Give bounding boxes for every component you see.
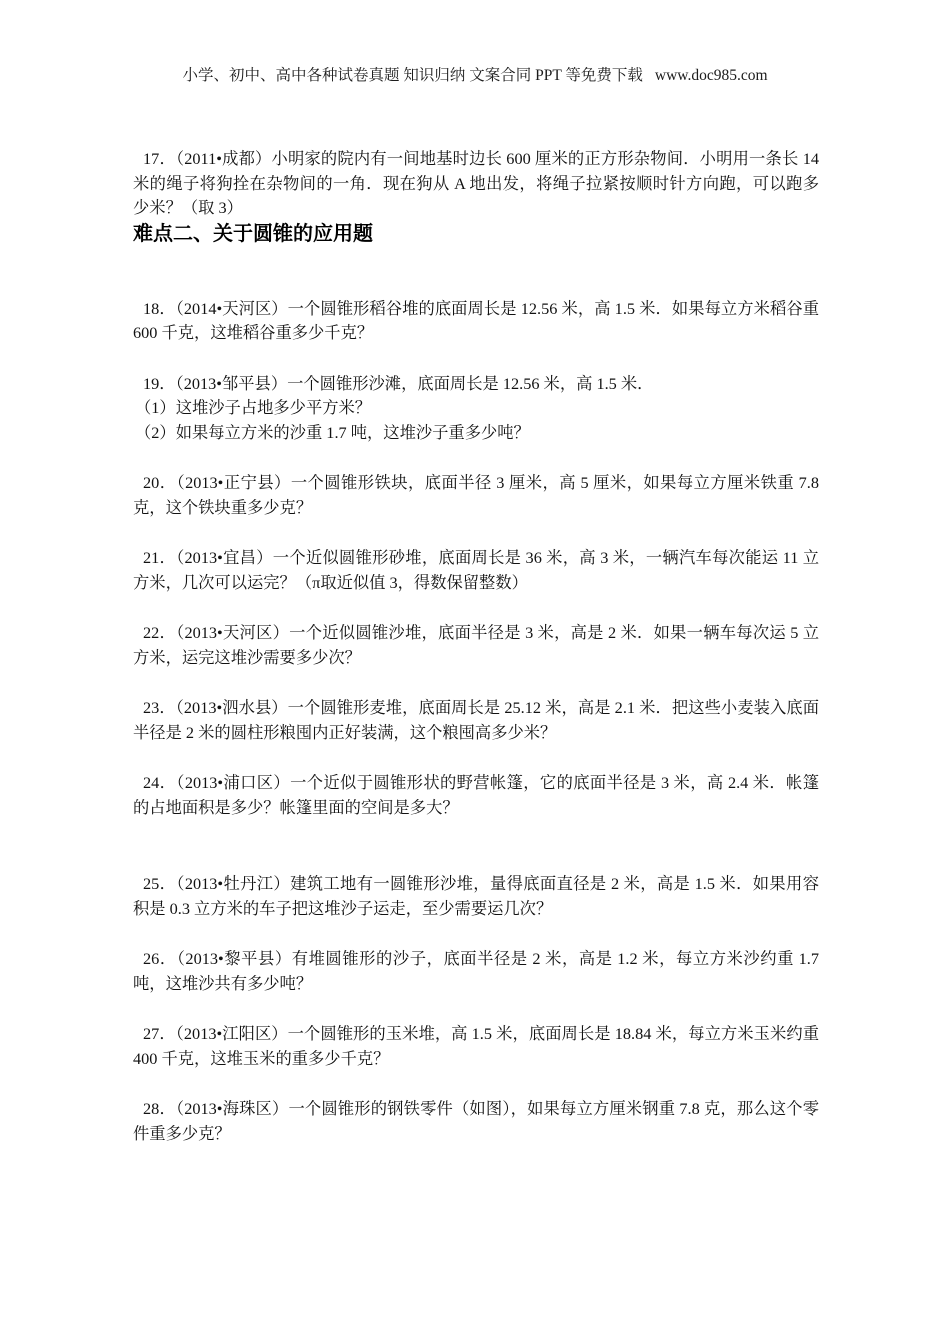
problem-source: （2014•天河区）: [175, 298, 288, 318]
problem-text: 有堆圆锥形的沙子，底面半径是 2 米，高是 1.2 米，每立方米沙约重 1.7 吨，这堆沙共有多少吨？: [133, 949, 819, 993]
problem-28: [133, 1097, 819, 1146]
site-url: www.doc985.com: [654, 67, 768, 84]
problem-source: （2013•正宁县）: [176, 473, 291, 492]
problem-number: 20．: [143, 473, 177, 492]
problem-text: 一个近似圆锥形砂堆，底面周长是 36 米，高 3 米，一辆汽车每次能运 11 立方米，几次可以运完？（π取近似值 3，得数保留整数）: [133, 548, 819, 592]
problem-source: （2013•泗水县）: [175, 698, 288, 717]
problem-source: （2013•邹平县）: [175, 373, 288, 393]
problem-22: [133, 621, 819, 670]
problem-number: 25．: [143, 874, 177, 893]
problem-text: 一个圆锥形的玉米堆，高 1.5 米，底面周长是 18.84 米，每立方米玉米约重 400 千克，这堆玉米的重多少千克？: [133, 1024, 819, 1068]
problem-text: 一个近似圆锥沙堆，底面半径是 3 米，高是 2 米．如果一辆车每次运 5 立方米，运完这堆沙需要多少次？: [133, 623, 819, 667]
problem-number: 24．: [143, 773, 177, 792]
problem-subquestion-1: （1）这堆沙子占地多少平方米？: [135, 398, 372, 417]
problem-26: [133, 947, 819, 996]
problem-21: [133, 546, 819, 595]
problem-stem: [133, 372, 819, 397]
problem-24: [133, 771, 819, 820]
problem-number: 17．: [143, 149, 176, 168]
problem-number: 23．: [143, 698, 176, 717]
problem-number: 19．: [143, 373, 176, 393]
page-header: [0, 67, 950, 85]
problem-number: 28．: [143, 1099, 176, 1118]
problem-25: [133, 872, 819, 921]
problem-text: 一个近似于圆锥形状的野营帐篷，它的底面半径是 3 米，高 2.4 米．帐篷的占地面积是多少？帐篷里面的空间是多大？: [133, 773, 819, 817]
problem-number: 27．: [143, 1024, 176, 1043]
problem-subquestion-2: （2）如果每立方米的沙重 1.7 吨，这堆沙子重多少吨？: [135, 422, 530, 442]
problem-source: （2013•海珠区）: [175, 1099, 289, 1118]
problem-source: （2013•牡丹江）: [176, 874, 291, 893]
problem-text: 建筑工地有一圆锥形沙堆，量得底面直径是 2 米，高是 1.5 米．如果用容积是 0.3 立方米的车子把这堆沙子运走，至少需要运几次？: [133, 874, 819, 918]
problem-23: [133, 696, 819, 745]
problem-text: 一个圆锥形稻谷堆的底面周长是 12.56 米，高 1.5 米．如果每立方米稻谷重 600 千克，这堆稻谷重多少千克？: [133, 298, 819, 342]
problem-text: 一个圆锥形麦堆，底面周长是 25.12 米，高是 2.1 米．把这些小麦装入底面半径是 2 米的圆柱形粮囤内正好装满，这个粮囤高多少米？: [133, 698, 819, 742]
problem-27: [133, 1022, 819, 1071]
problem-19: [133, 372, 819, 446]
problem-20: [133, 471, 819, 520]
section-heading: 难点二、关于圆锥的应用题: [133, 222, 373, 245]
problem-source: （2013•浦口区）: [176, 773, 291, 792]
problem-source: （2013•江阳区）: [175, 1024, 288, 1043]
problem-number: 22．: [143, 623, 177, 642]
document-body: [133, 147, 819, 1172]
problem-source: （2011•成都）: [175, 149, 272, 168]
problem-17: [133, 147, 819, 221]
problem-source: （2013•天河区）: [176, 623, 290, 642]
problem-number: 26．: [143, 949, 177, 968]
problem-source: （2013•宜昌）: [176, 548, 273, 567]
problem-text: 一个圆锥形的钢铁零件（如图），如果每立方厘米钢重 7.8 克，那么这个零件重多少克？: [133, 1099, 819, 1143]
problem-text: 一个圆锥形铁块，底面半径 3 厘米，高 5 厘米，如果每立方厘米铁重 7.8 克，这个铁块重多少克？: [133, 473, 819, 517]
problem-text: 一个圆锥形沙滩，底面周长是 12.56 米，高 1.5 米．: [287, 373, 654, 393]
problem-number: 21．: [143, 548, 177, 567]
problem-source: （2013•黎平县）: [176, 949, 292, 968]
header-text: 小学、初中、高中各种试卷真题 知识归纳 文案合同 PPT 等免费下载: [182, 67, 643, 84]
problem-number: 18．: [143, 298, 176, 318]
problem-text: 小明家的院内有一间地基时边长 600 厘米的正方形杂物间．小明用一条长 14 米的绳子将狗拴在杂物间的一角．现在狗从 A 地出发，将绳子拉紧按顺时针方向跑，可以跑多少米？（取 3）: [133, 149, 819, 217]
problem-18: [133, 297, 819, 346]
